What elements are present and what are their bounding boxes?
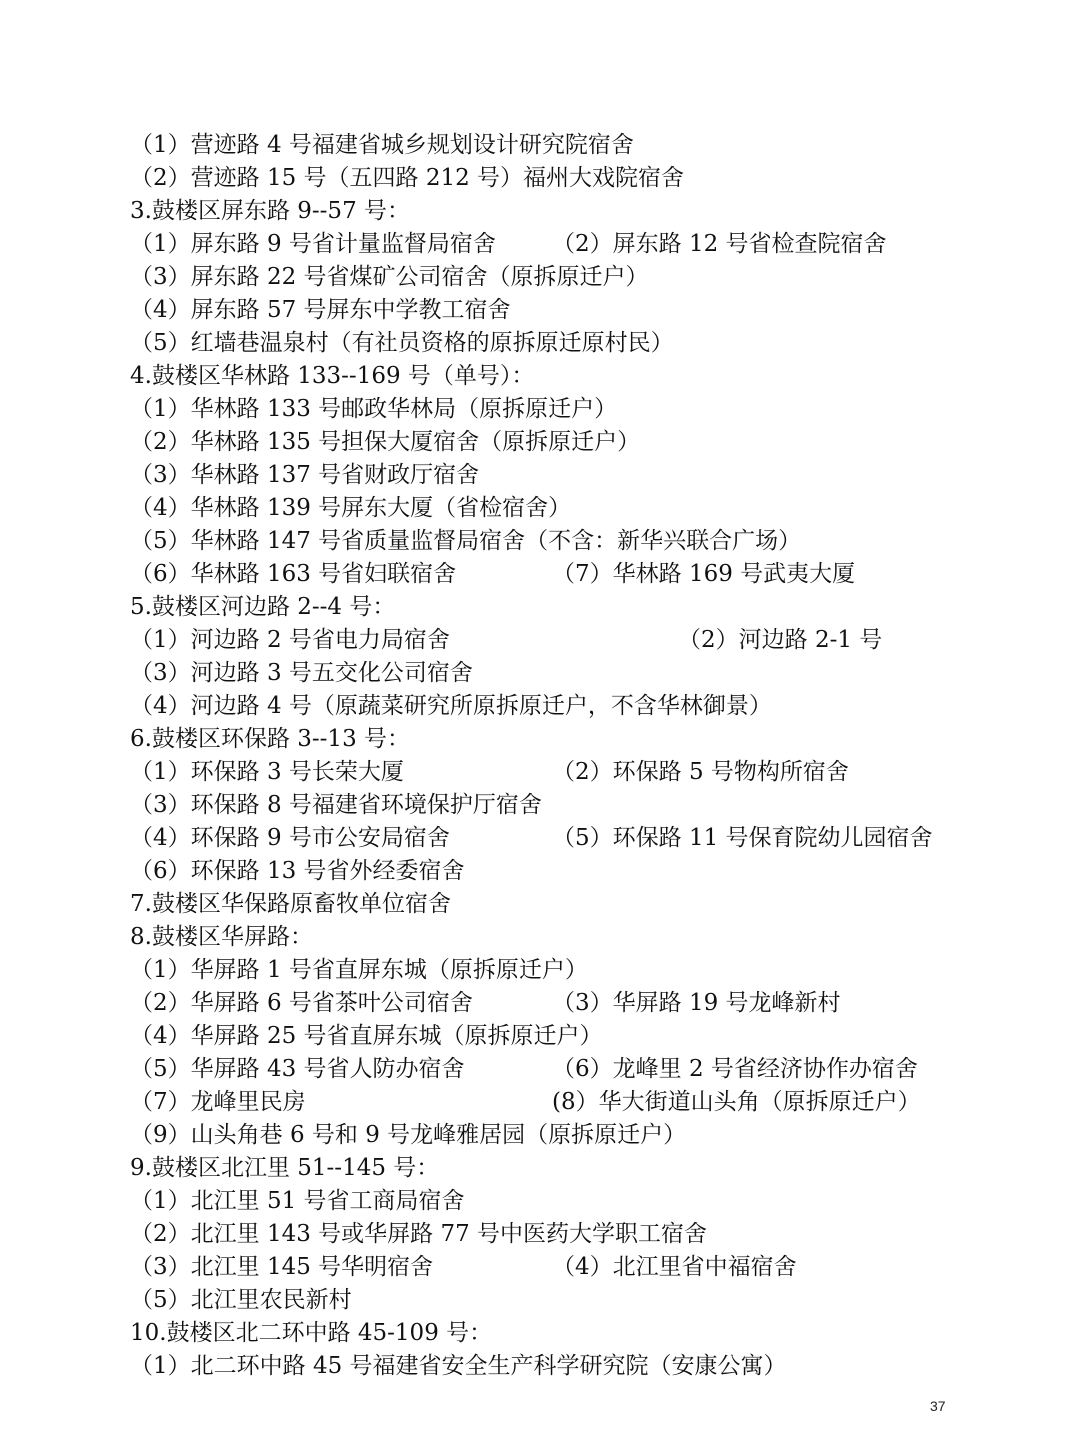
section-heading xyxy=(130,723,1010,756)
list-item: （4）北江里省中福宿舍 xyxy=(552,1254,797,1280)
text-line xyxy=(130,987,1010,1020)
list-item: （4）河边路 4 号（原蔬菜研究所原拆原迁户，不含华林御景） xyxy=(130,693,772,719)
text-line xyxy=(130,129,1010,162)
list-item: （1）环保路 3 号长荣大厦 xyxy=(130,759,404,785)
section-heading xyxy=(130,591,1010,624)
document-body xyxy=(130,129,1010,1383)
text-line xyxy=(130,492,1010,525)
text-line xyxy=(130,162,1010,195)
list-item: （9）山头角巷 6 号和 9 号龙峰雅居园（原拆原迁户） xyxy=(130,1122,687,1148)
text-line xyxy=(130,393,1010,426)
text-line xyxy=(130,822,1010,855)
section-heading xyxy=(130,888,1010,921)
list-item: (8）华大街道山头角（原拆原迁户） xyxy=(552,1089,921,1115)
section-heading xyxy=(130,921,1010,954)
text-line xyxy=(130,1350,1010,1383)
list-item: （1）北江里 51 号省工商局宿舍 xyxy=(130,1188,465,1214)
text-line xyxy=(130,1251,1010,1284)
list-item: （5）环保路 11 号保育院幼儿园宿舍 xyxy=(552,825,933,851)
section-heading: 4.鼓楼区华林路 133--169 号（单号）： xyxy=(130,363,535,389)
list-item: （3）屏东路 22 号省煤矿公司宿舍（原拆原迁户） xyxy=(130,264,649,290)
list-item: （2）北江里 143 号或华屏路 77 号中医药大学职工宿舍 xyxy=(130,1221,708,1247)
text-line xyxy=(130,954,1010,987)
section-heading: 9.鼓楼区北江里 51--145 号： xyxy=(130,1155,440,1181)
text-line xyxy=(130,1053,1010,1086)
text-line xyxy=(130,459,1010,492)
list-item: （4）华林路 139 号屏东大厦（省检宿舍） xyxy=(130,495,572,521)
list-item: （2）华林路 135 号担保大厦宿舍（原拆原迁户） xyxy=(130,429,641,455)
text-line xyxy=(130,756,1010,789)
text-line xyxy=(130,558,1010,591)
text-line xyxy=(130,657,1010,690)
text-line xyxy=(130,327,1010,360)
list-item: （5）北江里农民新村 xyxy=(130,1287,352,1313)
text-line xyxy=(130,789,1010,822)
text-line xyxy=(130,294,1010,327)
list-item: （3）华屏路 19 号龙峰新村 xyxy=(552,990,841,1016)
section-heading: 8.鼓楼区华屏路： xyxy=(130,924,313,950)
list-item: （6）华林路 163 号省妇联宿舍 xyxy=(130,561,457,587)
text-line xyxy=(130,1086,1010,1119)
text-line xyxy=(130,261,1010,294)
text-line xyxy=(130,1020,1010,1053)
list-item: （7）华林路 169 号武夷大厦 xyxy=(552,561,856,587)
list-item: （2）河边路 2-1 号 xyxy=(678,627,883,653)
text-line xyxy=(130,525,1010,558)
list-item: （2）屏东路 12 号省检查院宿舍 xyxy=(552,231,887,257)
text-line xyxy=(130,1218,1010,1251)
text-line xyxy=(130,1284,1010,1317)
text-line xyxy=(130,855,1010,888)
page-number: 37 xyxy=(930,1398,946,1414)
section-heading: 3.鼓楼区屏东路 9--57 号： xyxy=(130,198,411,224)
list-item: （1）北二环中路 45 号福建省安全生产科学研究院（安康公寓） xyxy=(130,1353,787,1379)
section-heading xyxy=(130,1152,1010,1185)
list-item: （1）河边路 2 号省电力局宿舍 xyxy=(130,627,450,653)
list-item: （2）环保路 5 号物构所宿舍 xyxy=(552,759,849,785)
section-heading: 7.鼓楼区华保路原畜牧单位宿舍 xyxy=(130,891,451,917)
list-item: （1）华屏路 1 号省直屏东城（原拆原迁户） xyxy=(130,957,588,983)
section-heading: 10.鼓楼区北二环中路 45-109 号： xyxy=(130,1320,493,1346)
section-heading: 5.鼓楼区河边路 2--4 号： xyxy=(130,594,396,620)
section-heading: 6.鼓楼区环保路 3--13 号： xyxy=(130,726,411,752)
list-item: （3）华林路 137 号省财政厅宿舍 xyxy=(130,462,480,488)
list-item: （4）华屏路 25 号省直屏东城（原拆原迁户） xyxy=(130,1023,603,1049)
text-line xyxy=(130,426,1010,459)
list-item: （1）华林路 133 号邮政华林局（原拆原迁户） xyxy=(130,396,618,422)
text-line xyxy=(130,690,1010,723)
text-line: （2）营迹路 15 号（五四路 212 号）福州大戏院宿舍 xyxy=(130,165,685,191)
list-item: （7）龙峰里民房 xyxy=(130,1089,306,1115)
list-item: （3）环保路 8 号福建省环境保护厅宿舍 xyxy=(130,792,542,818)
list-item: （6）环保路 13 号省外经委宿舍 xyxy=(130,858,465,884)
text-line: （1）营迹路 4 号福建省城乡规划设计研究院宿舍 xyxy=(130,132,634,158)
text-line xyxy=(130,624,1010,657)
list-item: （2）华屏路 6 号省茶叶公司宿舍 xyxy=(130,990,473,1016)
text-line xyxy=(130,1119,1010,1152)
text-line xyxy=(130,1185,1010,1218)
list-item: （1）屏东路 9 号省计量监督局宿舍 xyxy=(130,231,496,257)
list-item: （4）环保路 9 号市公安局宿舍 xyxy=(130,825,450,851)
section-heading xyxy=(130,195,1010,228)
section-heading xyxy=(130,360,1010,393)
list-item: （6）龙峰里 2 号省经济协作办宿舍 xyxy=(552,1056,918,1082)
list-item: （5）红墙巷温泉村（有社员资格的原拆原迁原村民） xyxy=(130,330,674,356)
list-item: （3）北江里 145 号华明宿舍 xyxy=(130,1254,434,1280)
section-heading xyxy=(130,1317,1010,1350)
list-item: （5）华屏路 43 号省人防办宿舍 xyxy=(130,1056,465,1082)
list-item: （3）河边路 3 号五交化公司宿舍 xyxy=(130,660,473,686)
text-line xyxy=(130,228,1010,261)
list-item: （5）华林路 147 号省质量监督局宿舍（不含：新华兴联合广场） xyxy=(130,528,802,554)
list-item: （4）屏东路 57 号屏东中学教工宿舍 xyxy=(130,297,511,323)
